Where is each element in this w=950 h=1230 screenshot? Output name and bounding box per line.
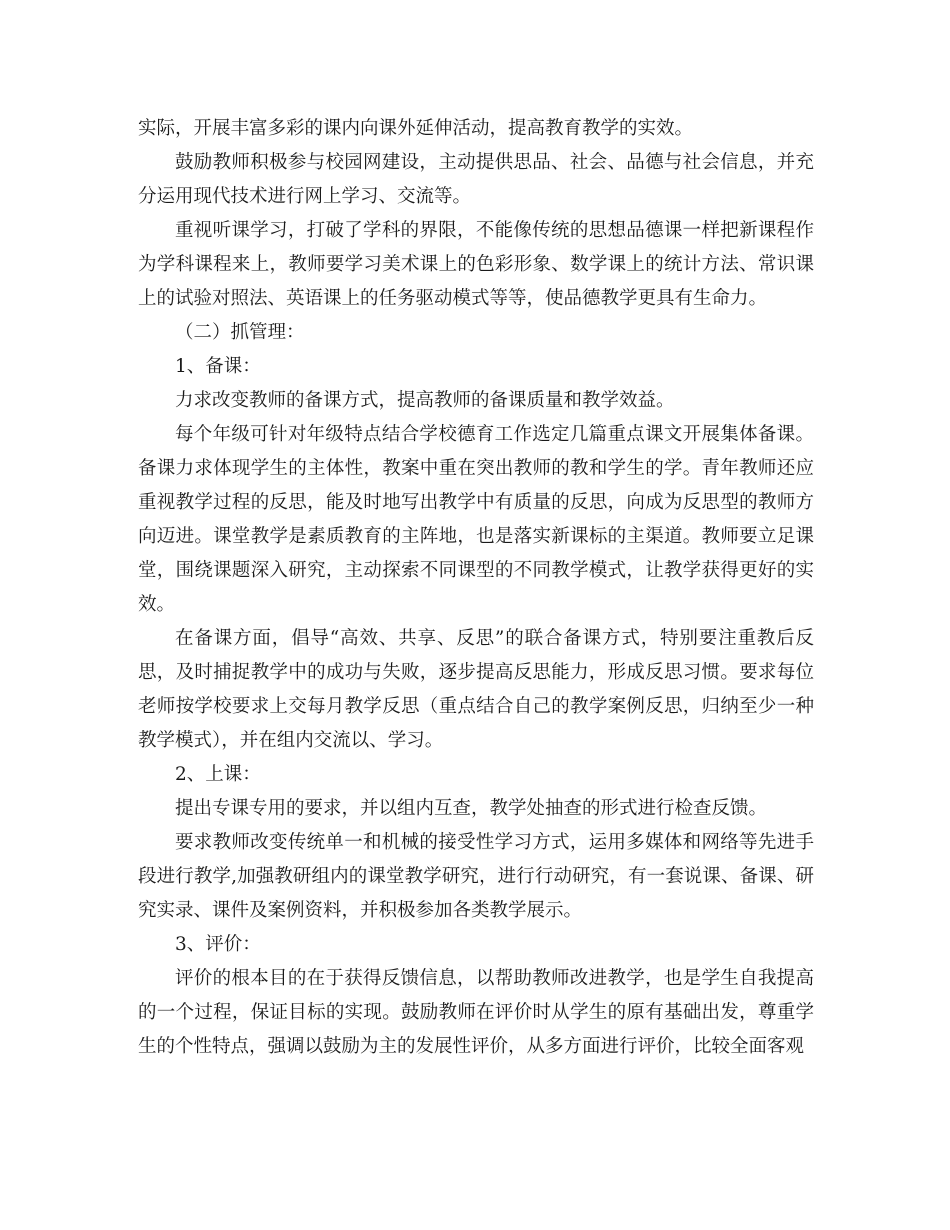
subheading-evaluation: 3、评价： [175, 934, 261, 955]
paragraph-inspection: 提出专课专用的要求，并以组内互查，教学处抽查的形式进行检查反馈。 [175, 798, 768, 819]
paragraph-prep-goal: 力求改变教师的备课方式，提高教师的备课质量和教学效益。 [175, 390, 675, 411]
paragraph-lesson-observation: 重视听课学习，打破了学科的界限，不能像传统的思想品德课一样把新课程作为学科课程来上，教师要学习美术课上的色彩形象、数学课上的统计方法、常识课上的试验对照法、英语课上的任务驱动模式等等，使品德教学更具有生命力。 [138, 220, 814, 309]
document-body [138, 112, 814, 1064]
paragraph-teaching-methods: 要求教师改变传统单一和机械的接受性学习方式，运用多媒体和网络等先进手段进行教学,加强教研组内的课堂教学研究，进行行动研究，有一套说课、备课、研究实录、课件及案例资料，并积极参加各类教学展示。 [138, 832, 814, 921]
paragraph-evaluation: 评价的根本目的在于获得反馈信息，以帮助教师改进教学，也是学生自我提高的一个过程，保证目标的实现。鼓励教师在评价时从学生的原有基础出发，尊重学生的个性特点，强调以鼓励为主的发展性评价，从多方面进行评价，比较全面客观 [138, 968, 814, 1057]
paragraph-continuation: 实际，开展丰富多彩的课内向课外延伸活动，提高教育教学的实效。 [138, 118, 694, 139]
paragraph-campus-network: 鼓励教师积极参与校园网建设，主动提供思品、社会、品德与社会信息，并充分运用现代技术进行网上学习、交流等。 [138, 152, 814, 207]
subheading-lesson-prep: 1、备课： [175, 356, 261, 377]
paragraph-collective-prep: 每个年级可针对年级特点结合学校德育工作选定几篇重点课文开展集体备课。备课力求体现学生的主体性，教案中重在突出教师的教和学生的学。青年教师还应重视教学过程的反思，能及时地写出教学中有质量的反思，向成为反思型的教师方向迈进。课堂教学是素质教育的主阵地，也是落实新课标的主渠道。教师要立足课堂，围绕课题深入研究，主动探索不同课型的不同教学模式，让教学获得更好的实效。 [138, 424, 814, 615]
subheading-teaching: 2、上课： [175, 764, 261, 785]
section-heading-management: （二）抓管理： [175, 322, 305, 343]
paragraph-reflection: 在备课方面，倡导“高效、共享、反思”的联合备课方式，特别要注重教后反思，及时捕捉教学中的成功与失败，逐步提高反思能力，形成反思习惯。要求每位老师按学校要求上交每月教学反思（重点结合自己的教学案例反思，归纳至少一种教学模式），并在组内交流以、学习。 [138, 628, 814, 751]
